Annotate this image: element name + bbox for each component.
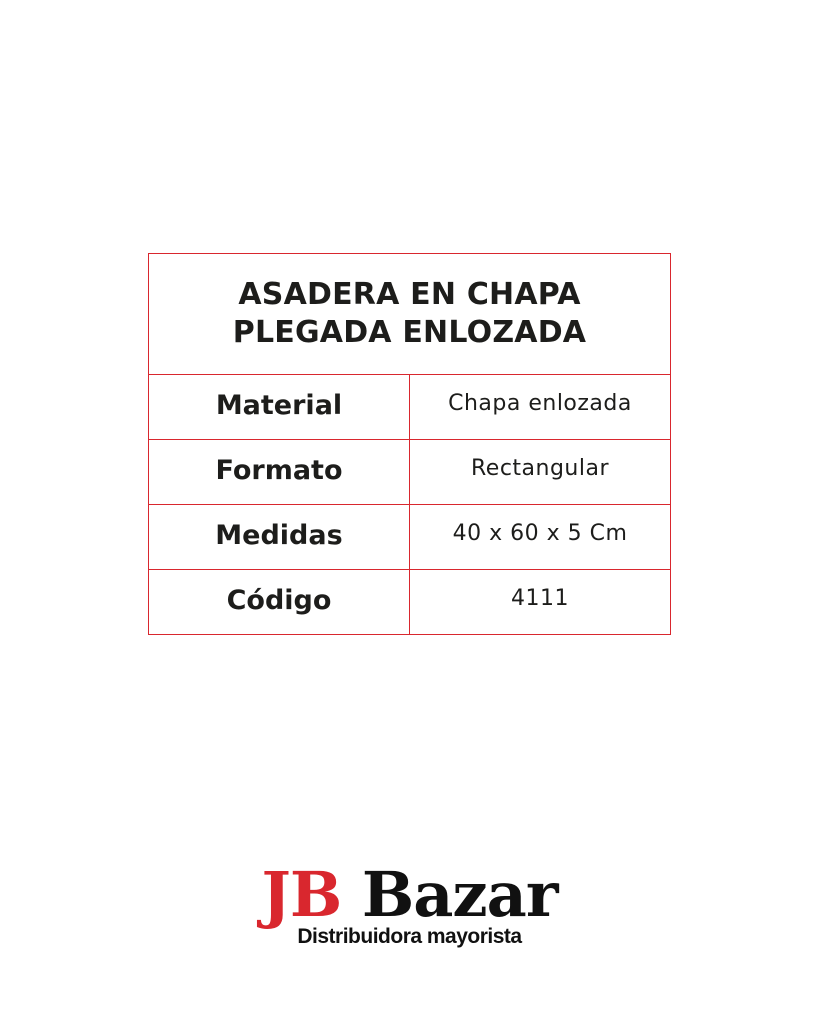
brand-logo <box>0 858 819 949</box>
spec-label: Material <box>149 375 410 440</box>
brand-name-bazar: Bazar <box>361 858 558 931</box>
spec-label: Medidas <box>149 505 410 570</box>
spec-table <box>148 253 671 635</box>
brand-tagline: Distribuidora mayorista <box>297 925 522 948</box>
product-title-line-2: PLEGADA ENLOZADA <box>232 315 587 350</box>
spec-row-formato <box>149 440 671 505</box>
spec-label: Código <box>149 570 410 635</box>
spec-row-codigo <box>149 570 671 635</box>
title-row <box>149 254 671 375</box>
spec-value: 4111 <box>410 570 671 635</box>
product-title-line-1: ASADERA EN CHAPA <box>238 277 581 312</box>
brand-name-jb: JB <box>261 858 342 931</box>
spec-value: Rectangular <box>410 440 671 505</box>
product-title <box>149 254 671 375</box>
spec-value: 40 x 60 x 5 Cm <box>410 505 671 570</box>
spec-row-medidas <box>149 505 671 570</box>
spec-value: Chapa enlozada <box>410 375 671 440</box>
brand-name <box>0 858 819 931</box>
spec-label: Formato <box>149 440 410 505</box>
spec-row-material <box>149 375 671 440</box>
